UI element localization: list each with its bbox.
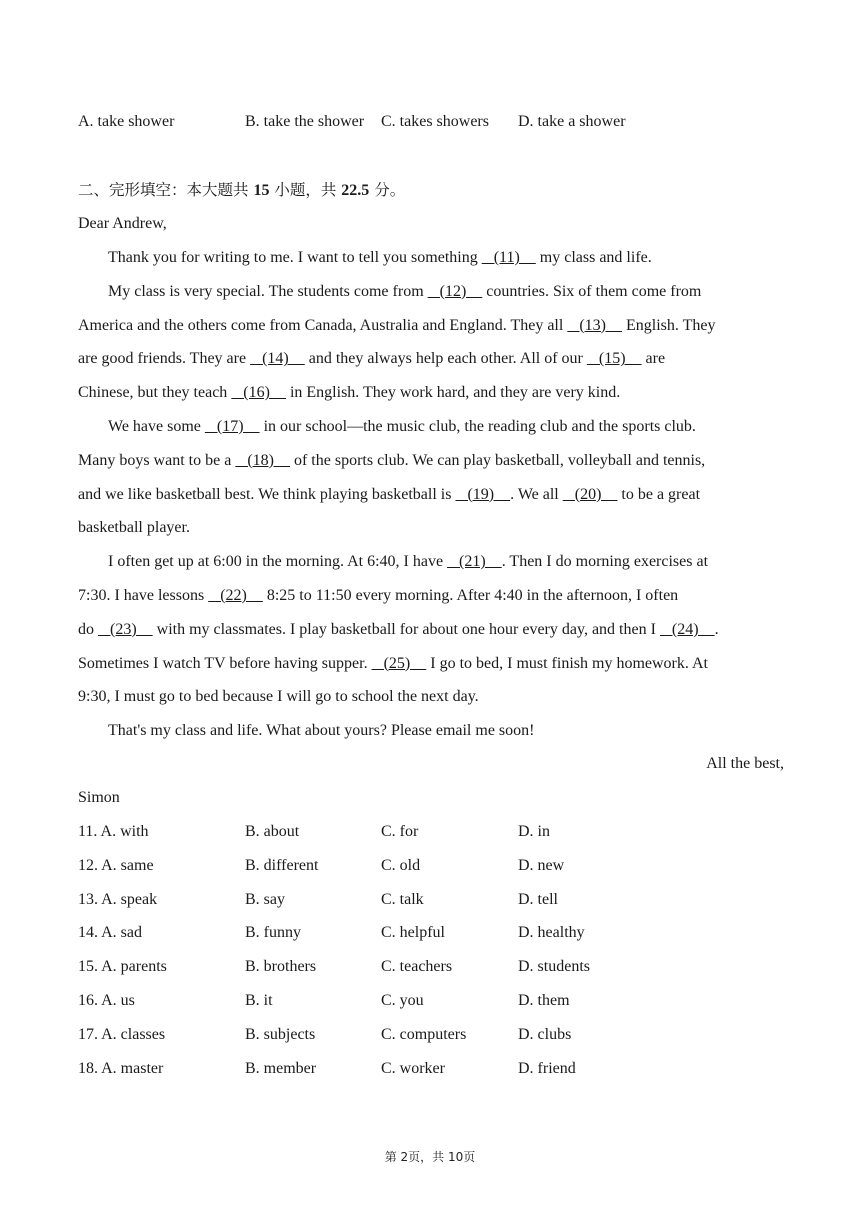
letter-text: . Then I do morning exercises at (501, 553, 709, 571)
letter-salutation: Dear Andrew, (78, 215, 167, 232)
cloze-blank: (12) (427, 282, 483, 300)
question-option-row (78, 957, 784, 977)
answer-option: D. them (518, 992, 570, 1009)
answer-option: D. tell (518, 890, 558, 908)
answer-option: B. member (245, 1059, 317, 1077)
letter-text: Chinese, but they teach (78, 384, 232, 402)
letter-line (78, 586, 678, 606)
heading-question-count: 15 (253, 182, 270, 199)
letter-line (78, 316, 715, 336)
answer-option: D. friend (518, 1059, 576, 1077)
letter-line (78, 248, 652, 268)
answer-option: B. subjects (245, 1025, 316, 1043)
letter-text: my class and life. (535, 249, 652, 266)
answer-option: D. new (518, 856, 565, 874)
answer-option: C. computers (381, 1025, 467, 1043)
answer-option: 13. A. speak (78, 890, 158, 908)
letter-line (78, 349, 665, 369)
letter-text: 8:25 to 11:50 every morning. After 4:40 in the afternoon, I often (262, 587, 679, 604)
letter-text: are (641, 350, 666, 368)
letter-line (78, 687, 479, 707)
letter-text: I go to bed, I must finish my homework. At (426, 654, 708, 672)
cloze-blank: (18) (235, 451, 290, 469)
answer-option: C. old (381, 856, 421, 874)
question-option-row (78, 923, 784, 943)
letter-line (78, 620, 719, 640)
answer-option: B. about (245, 823, 300, 840)
answer-option: B. funny (245, 924, 301, 942)
letter-text: America and the others come from Canada, Australia and England. They all (78, 316, 568, 334)
heading-text: 小题，共 (269, 181, 342, 199)
answer-option: 11. A. with (78, 823, 149, 840)
cloze-blank: (14) (250, 350, 305, 368)
cloze-blank: (23) (98, 620, 153, 638)
letter-text: do (78, 620, 98, 638)
letter-line (78, 552, 708, 572)
letter-text: We have some (108, 418, 205, 435)
letter-text: with my classmates. I play basketball for about one hour every day, and then I (152, 620, 660, 638)
letter-text: . (714, 620, 719, 638)
cloze-blank: (11) (481, 249, 536, 266)
cloze-blank: (13) (567, 316, 622, 334)
heading-text: 分。 (369, 181, 406, 199)
answer-option: D. clubs (518, 1025, 572, 1043)
question-option-row (78, 822, 784, 842)
letter-text: in English. They work hard, and they are very kind. (285, 384, 621, 402)
cloze-blank: (21) (447, 553, 502, 571)
answer-option: 16. A. us (78, 992, 135, 1009)
letter-text: Thank you for writing to me. I want to tell you something (108, 249, 482, 266)
letter-text: and they always help each other. All of our (304, 350, 587, 368)
answer-option: D. healthy (518, 924, 585, 942)
letter-text: are good friends. They are (78, 350, 251, 368)
letter-text: That's my class and life. What about yours? Please email me soon! (108, 722, 535, 740)
question-option-row (78, 991, 784, 1011)
cloze-blank: (19) (455, 485, 511, 503)
answer-option: D. in (518, 823, 550, 840)
letter-text: to be a great (617, 485, 701, 503)
cloze-blank: (17) (204, 418, 260, 435)
letter-text: 7:30. I have lessons (78, 587, 209, 604)
answer-option: C. teachers (381, 958, 453, 976)
question-option-row (78, 1059, 784, 1079)
option-b: B. take the shower (245, 113, 365, 130)
question-option-row (78, 890, 784, 910)
option-c: C. takes showers (381, 113, 489, 130)
footer-text: 页，共 (408, 1150, 448, 1164)
option-a: A. take shower (78, 113, 175, 130)
footer-text: 第 (384, 1150, 401, 1164)
letter-text: English. They (621, 316, 716, 334)
cloze-blank: (20) (562, 485, 618, 503)
answer-option: 18. A. master (78, 1059, 164, 1077)
answer-option: B. different (245, 856, 319, 874)
answer-option: 14. A. sad (78, 924, 142, 942)
section-heading (78, 180, 405, 201)
cloze-blank: (16) (231, 384, 286, 402)
answer-option: 15. A. parents (78, 958, 167, 976)
letter-line (78, 451, 705, 471)
letter-text: I often get up at 6:00 in the morning. At 6:40, I have (108, 553, 448, 571)
letter-text: basketball player. (78, 519, 190, 537)
answer-option: C. helpful (381, 924, 445, 942)
letter-line (78, 282, 701, 302)
letter-text: 9:30, I must go to bed because I will go to school the next day. (78, 688, 479, 706)
prev-question-options (78, 112, 784, 132)
option-d: D. take a shower (518, 113, 626, 130)
answer-option: B. it (245, 992, 273, 1009)
letter-signature: Simon (78, 789, 120, 806)
letter-line (78, 417, 696, 437)
letter-text: . We all (510, 485, 563, 503)
cloze-blank: (15) (586, 350, 642, 368)
letter-text: in our school—the music club, the reading club and the sports club. (259, 418, 696, 435)
letter-line (78, 654, 708, 674)
footer-page-number: 2 (400, 1150, 409, 1164)
answer-option: 12. A. same (78, 856, 154, 874)
answer-option: 17. A. classes (78, 1025, 166, 1043)
letter-text: of the sports club. We can play basketball, volleyball and tennis, (289, 451, 706, 469)
cloze-blank: (22) (208, 587, 263, 604)
letter-text: My class is very special. The students come from (108, 282, 428, 300)
answer-option: C. talk (381, 890, 424, 908)
question-option-row (78, 856, 784, 876)
letter-line (78, 485, 700, 505)
question-option-row (78, 1025, 784, 1045)
letter-text: Many boys want to be a (78, 451, 236, 469)
letter-line (78, 721, 534, 741)
letter-text: countries. Six of them come from (482, 282, 702, 300)
letter-text: Sometimes I watch TV before having supper. (78, 654, 372, 672)
answer-option: B. brothers (245, 958, 317, 976)
answer-option: C. you (381, 992, 424, 1009)
heading-score: 22.5 (341, 182, 370, 199)
answer-option: C. for (381, 823, 419, 840)
letter-line (78, 383, 620, 403)
cloze-blank: (25) (371, 654, 427, 672)
letter-closing: All the best, (706, 755, 784, 772)
answer-option: B. say (245, 890, 285, 908)
answer-option: D. students (518, 958, 590, 976)
footer-text: 页 (463, 1150, 476, 1164)
letter-text: and we like basketball best. We think playing basketball is (78, 485, 456, 503)
footer-total-pages: 10 (448, 1150, 464, 1164)
cloze-blank: (24) (659, 620, 715, 638)
letter-line (78, 518, 190, 538)
answer-option: C. worker (381, 1059, 445, 1077)
page-footer (0, 1148, 860, 1165)
heading-text: 二、完形填空：本大题共 (78, 181, 254, 199)
